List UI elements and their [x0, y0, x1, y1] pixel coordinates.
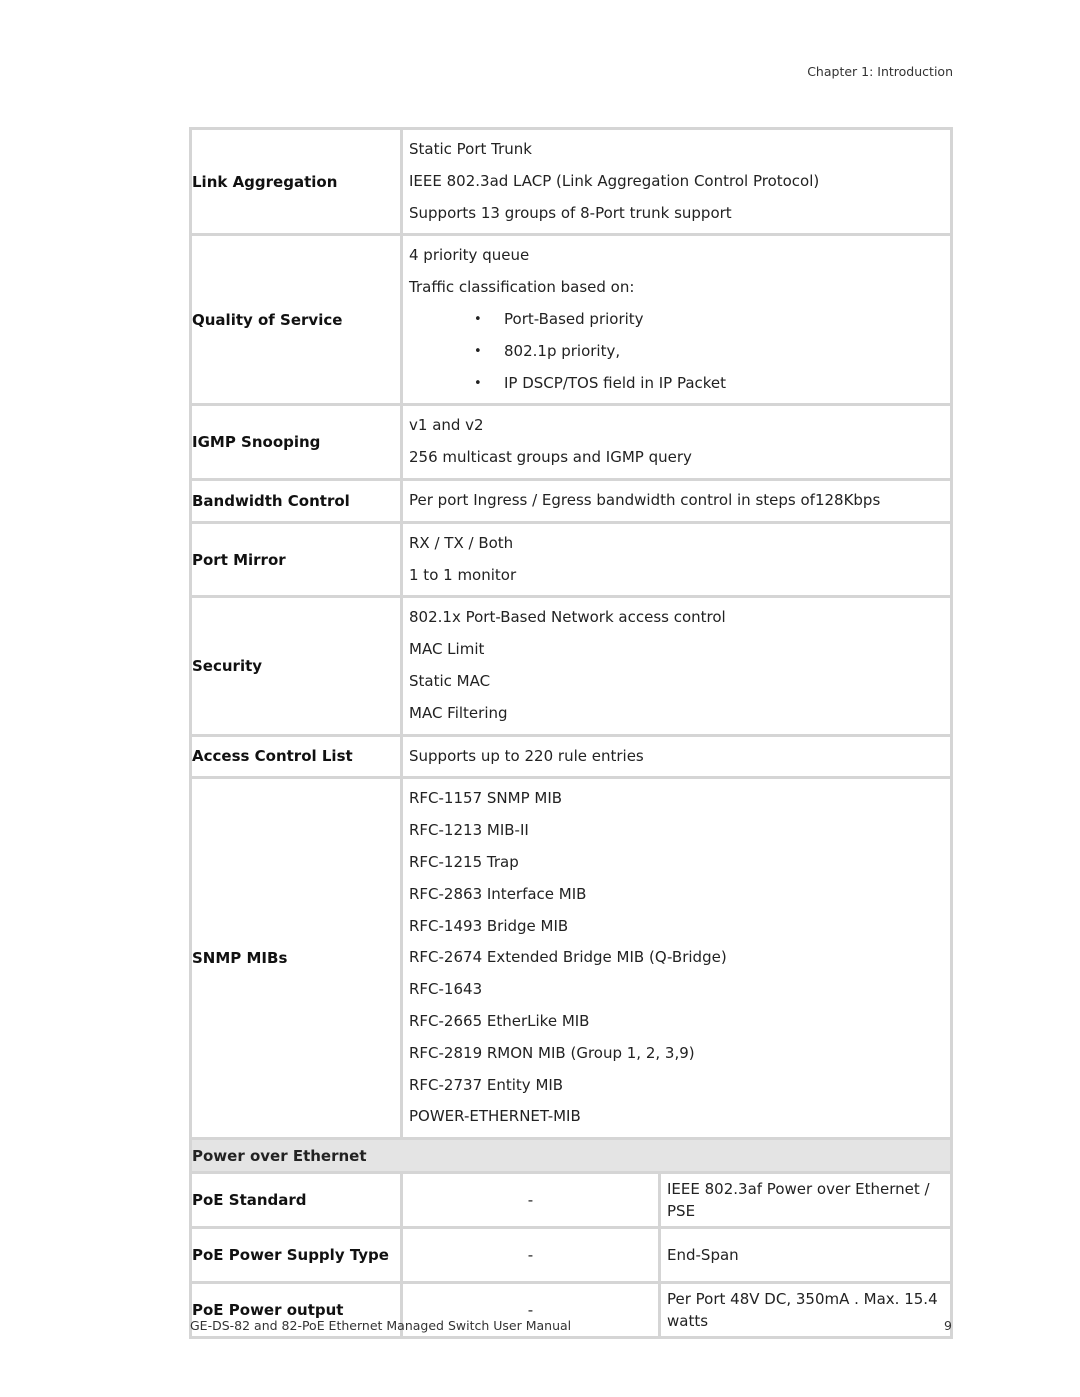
spec-value-line: Supports up to 220 rule entries [409, 746, 644, 765]
poe-label: PoE Power output [191, 1283, 402, 1338]
spec-bullet-text: Port-Based priority [504, 309, 644, 328]
spec-bullet-item [409, 304, 944, 336]
spec-label: Quality of Service [191, 235, 402, 405]
spec-row [191, 129, 952, 235]
poe-dash: - [402, 1283, 660, 1338]
poe-value: Per Port 48V DC, 350mA . Max. 15.4 watts [660, 1283, 952, 1338]
spec-value-line: Static Port Trunk [409, 140, 532, 158]
spec-table [189, 127, 953, 1339]
spec-value-line: 4 priority queue [409, 246, 530, 265]
spec-value-line: RFC-1213 MIB-II [409, 821, 529, 840]
spec-row [191, 405, 952, 480]
spec-value-line: RFC-2819 RMON MIB (Group 1, 2, 3,9) [409, 1043, 695, 1062]
spec-value-line: 1 to 1 monitor [409, 565, 517, 584]
poe-dash: - [402, 1228, 660, 1283]
spec-label: SNMP MIBs [191, 778, 402, 1139]
spec-values [402, 129, 952, 235]
poe-dash: - [402, 1173, 660, 1228]
manual-title: GE-DS-82 and 82-PoE Ethernet Managed Switch User Manual [190, 1318, 572, 1333]
spec-label: Bandwidth Control [191, 479, 402, 522]
spec-bullet-text: IP DSCP/TOS field in IP Packet [504, 373, 727, 392]
spec-value-line: POWER-ETHERNET-MIB [409, 1107, 581, 1126]
spec-values [402, 522, 952, 597]
spec-values [402, 735, 952, 778]
poe-value: IEEE 802.3af Power over Ethernet / PSE [660, 1173, 952, 1228]
spec-bullet-item [409, 336, 944, 368]
spec-value-line: RFC-1215 Trap [409, 852, 519, 871]
poe-label: PoE Standard [191, 1173, 402, 1228]
poe-section-title: Power over Ethernet [191, 1139, 952, 1173]
spec-bullet-item [409, 368, 944, 400]
spec-value-line: Static MAC [409, 671, 491, 690]
spec-value-line: RFC-2665 EtherLike MIB [409, 1011, 590, 1030]
page-number: 9 [944, 1318, 952, 1333]
spec-value-line: 802.1x Port-Based Network access control [409, 608, 726, 627]
spec-value-line: RX / TX / Both [409, 533, 514, 552]
spec-row [191, 479, 952, 522]
poe-section-header [191, 1139, 952, 1173]
poe-row [191, 1228, 952, 1283]
spec-value-line: RFC-1493 Bridge MIB [409, 916, 569, 935]
spec-values [402, 597, 952, 735]
spec-value-line: MAC Filtering [409, 703, 508, 722]
spec-values [402, 405, 952, 480]
spec-value-line: 256 multicast groups and IGMP query [409, 448, 692, 467]
spec-bullet-text: 802.1p priority, [504, 341, 621, 360]
spec-values [402, 778, 952, 1139]
poe-value: End-Span [660, 1228, 952, 1283]
spec-value-line: RFC-2674 Extended Bridge MIB (Q-Bridge) [409, 948, 727, 967]
spec-value-line: RFC-2737 Entity MIB [409, 1075, 564, 1094]
spec-value-line: RFC-2863 Interface MIB [409, 884, 587, 903]
spec-row [191, 778, 952, 1139]
spec-row [191, 735, 952, 778]
poe-label: PoE Power Supply Type [191, 1228, 402, 1283]
spec-value-line: MAC Limit [409, 640, 485, 659]
spec-label: Link Aggregation [191, 129, 402, 235]
spec-value-line: RFC-1157 SNMP MIB [409, 789, 563, 808]
spec-label: IGMP Snooping [191, 405, 402, 480]
spec-label: Security [191, 597, 402, 735]
spec-values [402, 479, 952, 522]
spec-value-line: v1 and v2 [409, 416, 484, 435]
spec-value-line: Traffic classification based on: [409, 278, 635, 297]
spec-value-line: Supports 13 groups of 8-Port trunk support [409, 203, 732, 222]
spec-row [191, 597, 952, 735]
spec-label: Access Control List [191, 735, 402, 778]
spec-value-line: Per port Ingress / Egress bandwidth control in steps of128Kbps [409, 490, 881, 509]
spec-value-line: RFC-1643 [409, 980, 483, 999]
spec-value-line: IEEE 802.3ad LACP (Link Aggregation Control Protocol) [409, 171, 820, 190]
spec-row [191, 522, 952, 597]
chapter-header: Chapter 1: Introduction [807, 64, 953, 79]
spec-row [191, 235, 952, 405]
poe-row [191, 1173, 952, 1228]
spec-values [402, 235, 952, 405]
spec-label: Port Mirror [191, 522, 402, 597]
